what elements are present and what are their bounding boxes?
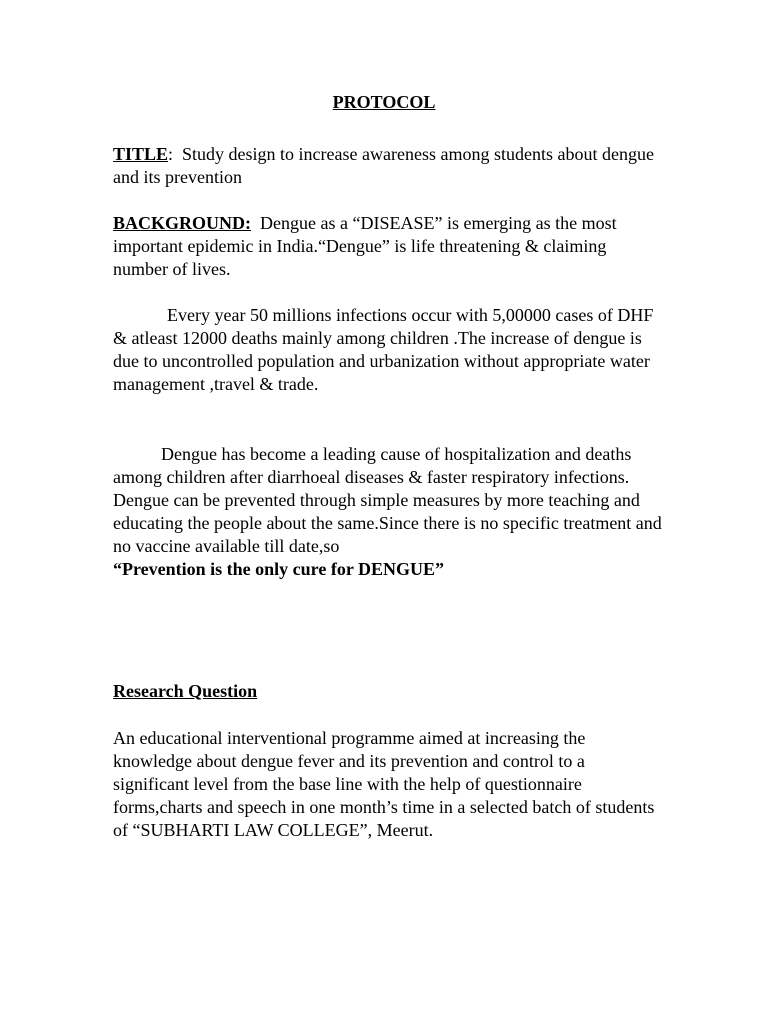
title-text: Study design to increase awareness among students about dengue and its prevention xyxy=(113,144,654,187)
paragraph-prevention: Dengue can be prevented through simple measures by more teaching and educating the people about the same.Since there is no specific treatment and no vaccine available till date,so xyxy=(113,490,662,556)
background-section xyxy=(113,212,663,281)
background-label: BACKGROUND: xyxy=(113,213,251,233)
background-paragraph-2 xyxy=(113,304,663,396)
title-separator: : xyxy=(168,144,174,164)
title-label: TITLE xyxy=(113,144,169,164)
document-heading: PROTOCOL xyxy=(332,92,436,112)
background-paragraph-3 xyxy=(113,443,663,581)
research-question-text: An educational interventional programme aimed at increasing the knowledge about dengue fever and its prevention and control to a significant level from the base line with the help of questionnaire forms,charts and speech in one month’s time in a selected batch of students of “SUBHARTI LAW COLLEGE”, Meerut. xyxy=(113,728,655,840)
research-question-heading xyxy=(113,680,663,703)
research-question-section xyxy=(113,727,663,842)
background-intro: Dengue as a “DISEASE” is emerging as the most important epidemic in India.“Dengue” is life threatening & claiming number of lives. xyxy=(113,213,617,279)
research-question-label: Research Question xyxy=(113,681,258,701)
prevention-emphasis: “Prevention is the only cure for DENGUE” xyxy=(113,559,444,579)
title-section xyxy=(113,143,663,189)
paragraph-infections: Every year 50 millions infections occur with 5,00000 cases of DHF & atleast 12000 deaths mainly among children .The increase of dengue is due to uncontrolled population and urbanization without appropriate water management ,travel & trade. xyxy=(113,305,654,394)
paragraph-hospitalization: Dengue has become a leading cause of hospitalization and deaths among children after diarrhoeal diseases & faster respiratory infections. xyxy=(113,444,632,487)
